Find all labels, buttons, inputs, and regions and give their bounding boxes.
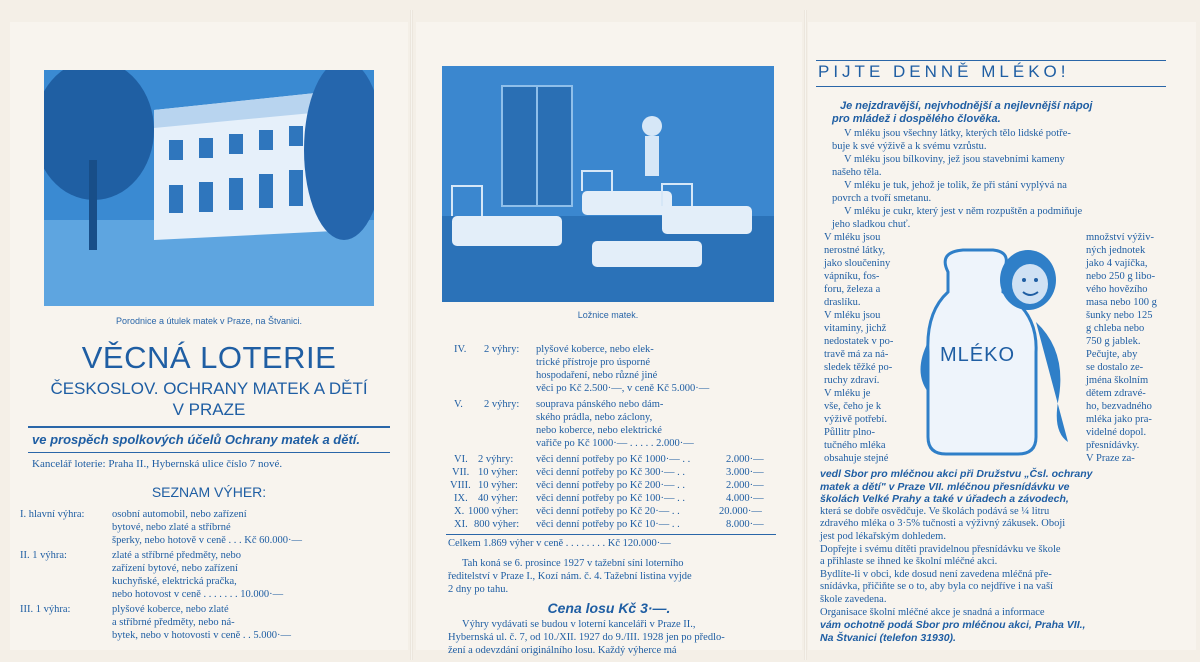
prize-line: plyšové koberce, nebo zlaté	[112, 604, 229, 615]
prize-line: kuchyňské, elektrická pračka,	[112, 576, 237, 587]
ticket-price: Cena losu Kč 3·—.	[547, 600, 671, 616]
milk-text: 750 g jablek.	[1086, 336, 1141, 347]
fold-line	[804, 10, 807, 660]
lottery-title: VĚCNÁ LOTERIE	[81, 340, 337, 375]
prize-label: II. 1 výhra:	[20, 550, 67, 561]
milk-text: Organisace školní mléčné akce je snadná a informace	[820, 606, 1045, 618]
prize-label: VI.	[454, 454, 468, 465]
milk-text: tučného mléka	[824, 440, 886, 451]
milk-text: obsahuje stejné	[824, 453, 889, 464]
milk-text: ruchy zdraví.	[824, 375, 880, 386]
panel-milk	[808, 22, 1196, 650]
prize-label: I. hlavní výhra:	[20, 509, 85, 520]
milk-text: povrch a tvoří smetanu.	[832, 193, 932, 204]
milk-text: vám ochotně podá Sbor pro mléčnou akci, Praha VII.,	[820, 619, 1086, 632]
milk-text: vého hovězího	[1086, 284, 1148, 295]
panel-prize-list	[416, 22, 802, 656]
milk-text: našeho těla.	[832, 167, 882, 178]
prize-value: 3.000·—	[726, 467, 764, 478]
prize-value: 2.000·—	[726, 454, 764, 465]
panel-lottery-front	[10, 22, 408, 650]
prize-line: plyšové koberce, nebo elek-	[536, 344, 654, 355]
milk-text: buje k své výživě a k svému vzrůstu.	[832, 141, 987, 152]
milk-text: videlné dopol.	[1086, 427, 1147, 438]
milk-text: nedostatek v po-	[824, 336, 894, 347]
payout-info-line: žení a odevzdání originálního losu. Každý výherce má	[448, 645, 677, 656]
prize-line: hospodaření, nebo různé jiné	[536, 370, 658, 381]
milk-intro: Je nejzdravější, nejvhodnější a nejlevnější nápoj	[840, 100, 1093, 112]
milk-text: foru, železa a	[824, 284, 881, 295]
milk-text: mléka jako pra-	[1086, 414, 1152, 425]
milk-text: ných jednotek	[1086, 245, 1146, 256]
milk-text: V mléku jsou	[824, 232, 881, 243]
milk-text: se dostalo ze-	[1086, 362, 1144, 373]
milk-text: V Praze za-	[1086, 453, 1135, 464]
milk-text: škole zavedena.	[820, 594, 887, 605]
milk-text: která se dobře osvědčuje. Ve školách podává se ¼ litru	[820, 505, 1050, 517]
divider	[28, 426, 390, 428]
milk-text: draslíku.	[824, 297, 861, 308]
milk-text: V mléku je cukr, který jest v něm rozpuštěn a podmiňuje	[844, 206, 1083, 217]
prize-value: 20.000·—	[719, 506, 762, 517]
prize-count: 1000 výher:	[468, 506, 519, 517]
prize-list-heading: SEZNAM VÝHER:	[151, 484, 267, 500]
milk-text: Na Štvanici (telefon 31930).	[820, 631, 956, 644]
milk-text: nebo 250 g libo-	[1086, 271, 1156, 282]
milk-text: množství výživ-	[1086, 232, 1154, 243]
prize-label: VIII.	[450, 480, 471, 491]
prize-line: věci denní potřeby po Kč 1000·— . .	[536, 454, 691, 465]
prize-value: 8.000·—	[726, 519, 764, 530]
prize-line: ského prádla, nebo záclony,	[536, 412, 653, 423]
milk-text: masa nebo 100 g	[1086, 297, 1157, 308]
organization-city: V PRAZE	[172, 400, 246, 419]
milk-text: matek a dětí" v Praze VII. mléčnou přesnídávku ve	[820, 480, 1070, 493]
divider	[28, 452, 390, 453]
milk-text: sledek těžké po-	[824, 362, 893, 373]
milk-text: zdravého mléka o 3·5% tučnosti a výživný zákusek. Oboji	[820, 518, 1066, 530]
draw-info-line: ředitelství v Praze I., Kozí nám. č. 4. Tažební listina vyjde	[448, 571, 692, 582]
prize-line: zařízení bytové, nebo zařízení	[112, 563, 238, 574]
milk-text: V mléku je	[824, 388, 871, 399]
milk-text: ho, bezvadného	[1086, 401, 1152, 412]
milk-text: jména školním	[1086, 375, 1149, 386]
organization-name: ČESKOSLOV. OCHRANY MATEK A DĚTÍ	[50, 379, 368, 398]
milk-text: školách Velké Prahy a také v úřadech a závodech,	[820, 493, 1069, 506]
milk-text: Dopřejte i svému dítěti pravidelnou přesnídávku ve škole	[820, 543, 1061, 555]
milk-text: výživě potřebí.	[824, 414, 887, 425]
lottery-office-address: Kancelář loterie: Praha II., Hybernská ulice číslo 7 nové.	[32, 458, 283, 470]
prize-count: 10 výher:	[478, 480, 518, 491]
prize-line: věci denní potřeby po Kč 10·— . .	[536, 519, 680, 530]
prize-label: X.	[454, 506, 465, 517]
prize-label: III. 1 výhra:	[20, 604, 71, 615]
milk-text: jest pod lékařským dohledem.	[820, 531, 946, 542]
prize-line: šperky, nebo hotově v ceně . . . Kč 60.000·—	[112, 535, 303, 546]
milk-text: vápníku, fos-	[824, 271, 880, 282]
milk-text: Bydlíte-li v obci, kde dosud není zavedena mléčná pře-	[820, 568, 1052, 580]
divider	[816, 60, 1166, 61]
milk-text: V mléku jsou všechny látky, kterých tělo lidské potře-	[844, 128, 1071, 139]
maternity-hospital-photo	[44, 70, 374, 306]
prize-line: nebo hotovost v ceně . . . . . . . 10.000·—	[112, 589, 284, 600]
milk-text: V mléku jsou bílkoviny, jež jsou stavebními kameny	[844, 154, 1065, 165]
milk-text: jako sloučeniny	[824, 258, 891, 269]
prize-label: VII.	[452, 467, 470, 478]
milk-text: přesnídávky.	[1086, 440, 1140, 451]
milk-text: dětem zdravé-	[1086, 388, 1146, 399]
milk-text: Půllitr plno-	[824, 427, 876, 438]
prize-line: zlaté a stříbrné předměty, nebo	[112, 550, 242, 561]
milk-text: šunky nebo 125	[1086, 310, 1153, 321]
photo-caption: Ložnice matek.	[577, 310, 639, 320]
prize-count: 800 výher:	[474, 519, 520, 530]
prize-line: věci denní potřeby po Kč 100·— . .	[536, 493, 686, 504]
prize-line: věci denní potřeby po Kč 20·— . .	[536, 506, 680, 517]
prize-line: vařiče po Kč 1000·— . . . . . 2.000·—	[536, 438, 694, 449]
payout-info-line: Hybernská ul. č. 7, od 10./XII. 1927 do 9./III. 1928 jen po předlo-	[448, 632, 725, 643]
prize-line: věci denní potřeby po Kč 300·— . .	[536, 467, 686, 478]
payout-info-line: Výhry vydávati se budou v loterní kanceláři v Praze II.,	[462, 619, 696, 630]
prize-total: Celkem 1.869 výher v ceně . . . . . . . . Kč 120.000·—	[448, 538, 671, 549]
milk-text: V mléku jsou	[824, 310, 881, 321]
prize-label: V.	[454, 399, 463, 410]
prize-line: souprava pánského nebo dám-	[536, 399, 664, 410]
milk-text: jeho sladkou chuť.	[832, 219, 911, 230]
milk-text: vitaminy, jichž	[824, 323, 887, 334]
milk-text: V mléku je tuk, jehož je tolik, že při stání vyplývá na	[844, 180, 1067, 191]
milk-text: snídávka, přičiňte se o to, aby byla co nejdříve i na vaší	[820, 581, 1053, 593]
milk-bottle-illustration	[918, 232, 1078, 462]
draw-info-line: Tah koná se 6. prosince 1927 v tažební síni loterního	[462, 558, 684, 569]
prize-count: 2 výhry:	[484, 344, 520, 355]
milk-text: vše, čeho je k	[824, 401, 882, 412]
prize-value: 2.000·—	[726, 480, 764, 491]
milk-text: vedl Sbor pro mléčnou akci při Družstvu „Čsl. ochrany	[820, 468, 1093, 480]
prize-line: věci po Kč 2.500·—, v ceně Kč 5.000·—	[536, 383, 710, 394]
milk-intro: pro mládež i dospělého člověka.	[832, 113, 1001, 125]
prize-line: nebo koberce, nebo elektrické	[536, 425, 662, 436]
prize-line: věci denní potřeby po Kč 200·— . .	[536, 480, 686, 491]
milk-text: a přihlaste se ihned ke školní mléčné akci.	[820, 556, 998, 568]
prize-line: bytek, nebo v hotovosti v ceně . . 5.000·—	[112, 630, 292, 641]
prize-line: a stříbrné předměty, nebo ná-	[112, 617, 235, 628]
milk-text: travě má za ná-	[824, 349, 889, 360]
divider	[816, 86, 1166, 87]
milk-text: nerostné látky,	[824, 245, 886, 256]
photo-caption: Porodnice a útulek matek v Praze, na Štvanici.	[115, 316, 303, 326]
prize-line: osobní automobil, nebo zařízení	[112, 509, 247, 520]
bottle-label: MLÉKO	[940, 344, 1016, 366]
prize-count: 2 výhry:	[484, 399, 520, 410]
milk-text: Pečujte, aby	[1086, 349, 1138, 360]
prize-count: 10 výher:	[478, 467, 518, 478]
prize-count: 40 výher:	[478, 493, 518, 504]
mothers-bedroom-photo	[442, 66, 774, 302]
divider	[446, 534, 776, 535]
prize-count: 2 výhry:	[478, 454, 514, 465]
prize-label: IV.	[454, 344, 467, 355]
fold-line	[410, 10, 413, 660]
prize-label: IX.	[454, 493, 468, 504]
prize-line: bytové, nebo zlaté a stříbrné	[112, 522, 231, 533]
prize-label: XI.	[454, 519, 468, 530]
prize-value: 4.000·—	[726, 493, 764, 504]
draw-info-line: 2 dny po tahu.	[448, 584, 509, 595]
purpose-line: ve prospěch spolkových účelů Ochrany matek a dětí.	[32, 432, 361, 447]
milk-text: g chleba nebo	[1086, 323, 1145, 334]
milk-headline: PIJTE DENNĚ MLÉKO!	[818, 62, 1070, 81]
milk-text: jako 4 vajíčka,	[1086, 258, 1148, 269]
prize-line: trické přístroje pro úsporné	[536, 357, 651, 368]
